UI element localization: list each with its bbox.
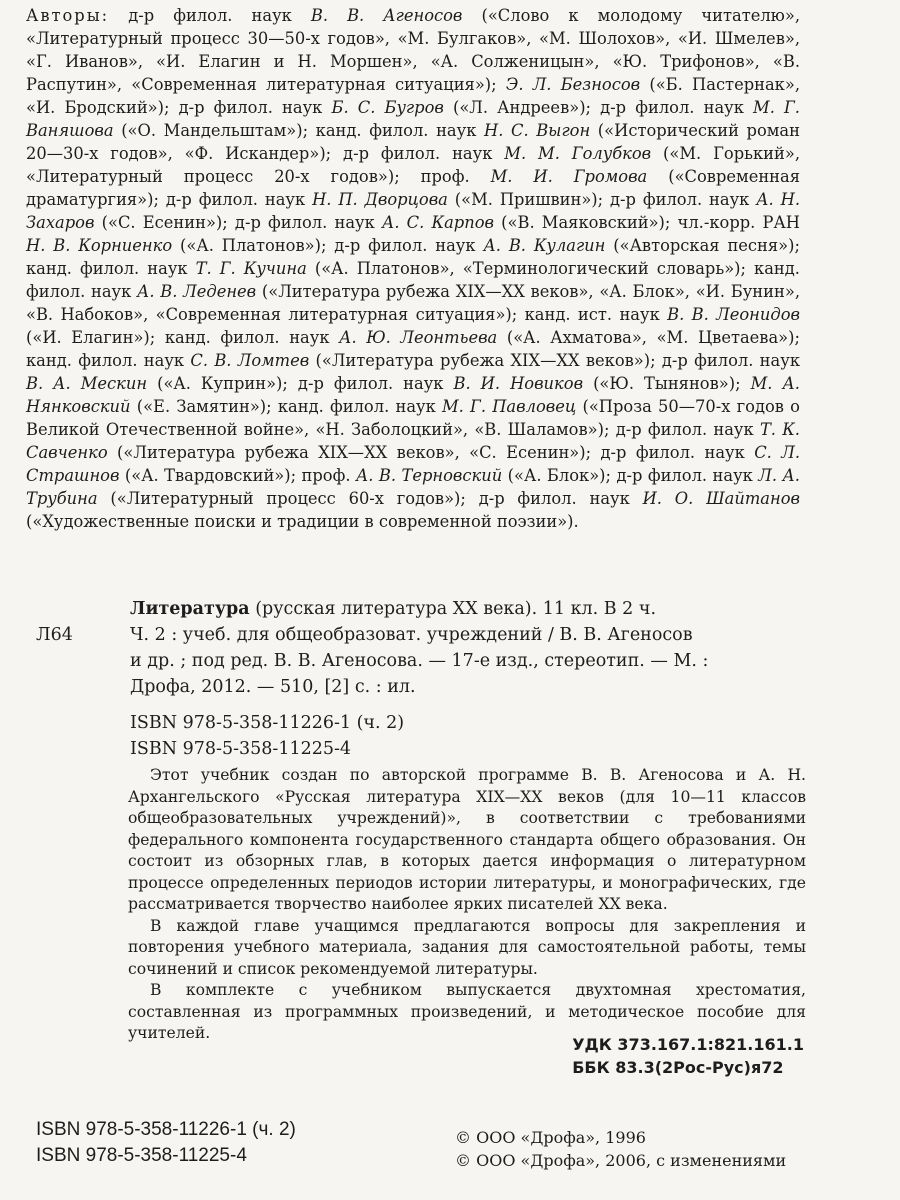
author-text: («Литература рубежа XIX—XX веков»); д-р филол. наук: [309, 351, 800, 370]
author-text: («О. Мандельштам»); канд. филол. наук: [113, 121, 484, 140]
author-name: М. А. Нянковский: [26, 374, 800, 416]
catalog-code: Л64: [36, 625, 73, 645]
author-name: А. В. Кулагин: [483, 236, 606, 255]
author-name: М. И. Громова: [490, 167, 648, 186]
author-text: («Литература рубежа XIX—XX веков», «С. Есенин»); д-р филол. наук: [107, 443, 755, 462]
author-name: И. О. Шайтанов: [642, 489, 800, 508]
copyright-line-1: © ООО «Дрофа», 1996: [455, 1128, 646, 1147]
author-name: М. Г. Павловец: [442, 397, 577, 416]
author-text: («Авторская песня»); канд. филол. наук: [26, 236, 800, 278]
author-name: А. В. Терновский: [355, 466, 503, 485]
catalog-title-rest: (русская литература XX века). 11 кл. В 2 ч.: [249, 599, 657, 619]
author-text: («А. Блок»); д-р филол. наук: [502, 466, 759, 485]
author-name: С. Л. Страшнов: [26, 443, 800, 485]
catalog-title: Литература: [130, 599, 250, 619]
footer-isbn: [36, 1117, 296, 1169]
author-name: Н. С. Выгон: [484, 121, 591, 140]
author-text: («И. Елагин»); канд. филол. наук: [26, 328, 340, 347]
author-text: («Художественные поиски и традиции в современной поэзии»).: [26, 512, 579, 531]
copyright-line-2: © ООО «Дрофа», 2006, с изменениями: [455, 1151, 787, 1170]
authors-list: [26, 4, 800, 533]
author-text: («В. Маяковский»); чл.-корр. РАН: [493, 213, 801, 232]
bbk-code: ББК 83.3(2Рос-Рус)я72: [572, 1058, 784, 1077]
author-name: Т. Г. Кучина: [195, 259, 307, 278]
author-name: Т. К. Савченко: [26, 420, 800, 462]
author-text: д-р филол. наук: [109, 6, 311, 25]
catalog-card: [36, 596, 806, 762]
author-text: («А. Твардовский»); проф.: [119, 466, 356, 485]
author-name: В. А. Мескин: [26, 374, 148, 393]
catalog-code-line: [36, 622, 806, 648]
author-name: М. Г. Ваняшова: [26, 98, 800, 140]
udk-code: УДК 373.167.1:821.161.1: [572, 1035, 804, 1054]
catalog-line-4: Дрофа, 2012. — 510, [2] с. : ил.: [130, 677, 416, 697]
catalog-isbn-1: ISBN 978-5-358-11226-1 (ч. 2): [130, 713, 405, 733]
author-name: Л. А. Трубина: [26, 466, 800, 508]
author-text: («М. Горький», «Литературный процесс 20-х годов»); проф.: [26, 144, 800, 186]
footer-isbn-2: ISBN 978-5-358-11225-4: [36, 1145, 247, 1166]
author-name: М. М. Голубков: [504, 144, 652, 163]
author-name: А. Ю. Леонтьева: [339, 328, 498, 347]
author-name: В. В. Агеносов: [310, 6, 463, 25]
author-name: А. Н. Захаров: [26, 190, 800, 232]
annotation-paragraph-1: Этот учебник создан по авторской программе В. В. Агеносова и А. Н. Архангельского «Русская литература XIX—XX веков (для 10—11 классов общеобразовательных учреждений)», в соответствии с требованиями федерального компонента государственного стандарта общего образования. Он состоит из обзорных глав, в которых дается информация о литературном процессе определенных периодов истории литературы, и монографических, где рассматривается творчество наиболее ярких писателей XX века.: [128, 766, 806, 913]
author-name: Э. Л. Безносов: [505, 75, 641, 94]
author-text: («Б. Пастернак», «И. Бродский»); д-р филол. наук: [26, 75, 800, 117]
classification-codes: [572, 1033, 804, 1079]
annotation-paragraph-2: В каждой главе учащимся предлагаются вопросы для закрепления и повторения учебного материала, задания для самостоятельной работы, темы сочинений и список рекомендуемой литературы.: [128, 916, 806, 978]
author-text: («Литературный процесс 60-х годов»); д-р филол. наук: [97, 489, 643, 508]
author-text: («Современная драматургия»); д-р филол. наук: [26, 167, 801, 209]
annotation-paragraph-3: В комплекте с учебником выпускается двухтомная хрестоматия, составленная из программных произведений, и методическое пособие для учителей.: [128, 981, 806, 1042]
author-name: А. В. Леденев: [137, 282, 257, 301]
author-text: («Исторический роман 20—30-х годов», «Ф. Искандер»); д-р филол. наук: [26, 121, 800, 163]
author-text: («Проза 50—70-х годов о Великой Отечественной войне», «Н. Заболоцкий», «В. Шаламов»); д-р филол. наук: [26, 397, 800, 439]
copyright: [455, 1126, 786, 1172]
author-text: («А. Ахматова», «М. Цветаева»); канд. филол. наук: [26, 328, 800, 370]
author-text: («М. Пришвин»); д-р филол. наук: [447, 190, 757, 209]
author-name: Н. В. Корниенко: [26, 236, 173, 255]
authors-label: Авторы:: [26, 6, 110, 25]
catalog-title-line: [36, 596, 806, 622]
footer-isbn-1: ISBN 978-5-358-11226-1 (ч. 2): [36, 1119, 296, 1140]
author-text: («Ю. Тынянов»);: [583, 374, 751, 393]
author-text: («А. Куприн»); д-р филол. наук: [147, 374, 454, 393]
author-text: («Литература рубежа XIX—XX веков», «А. Блок», «И. Бунин», «В. Набоков», «Современная литературная ситуация»); канд. ист. наук: [26, 282, 800, 324]
author-text: («А. Платонов», «Терминологический словарь»); канд. филол. наук: [26, 259, 800, 301]
author-text: («С. Есенин»); д-р филол. наук: [94, 213, 382, 232]
author-name: С. В. Ломтев: [190, 351, 310, 370]
catalog-isbn-block: [36, 710, 806, 762]
annotation: [128, 765, 806, 1045]
author-text: («А. Платонов»); д-р филол. наук: [172, 236, 484, 255]
author-text: («Слово к молодому читателю», «Литературный процесс 30—50-х годов», «М. Булгаков», «М. Шолохов», «И. Шмелев», «Г. Иванов», «И. Елагин и Н. Моршен», «А. Солженицын», «Ю. Трифонов», «В. Распутин», «Современная литературная ситуация»);: [26, 6, 800, 94]
author-name: Б. С. Бугров: [331, 98, 444, 117]
author-text: («Л. Андреев»); д-р филол. наук: [443, 98, 754, 117]
catalog-isbn-2: ISBN 978-5-358-11225-4: [130, 739, 352, 759]
author-name: А. С. Карпов: [381, 213, 494, 232]
catalog-line-3: и др. ; под ред. В. В. Агеносова. — 17-е изд., стереотип. — М. :: [130, 651, 709, 671]
author-name: Н. П. Дворцова: [312, 190, 448, 209]
author-text: («Е. Замятин»); канд. филол. наук: [130, 397, 442, 416]
author-name: В. В. Леонидов: [667, 305, 800, 324]
catalog-line-2: Ч. 2 : учеб. для общеобразоват. учреждений / В. В. Агеносов: [130, 625, 693, 645]
author-name: В. И. Новиков: [453, 374, 584, 393]
